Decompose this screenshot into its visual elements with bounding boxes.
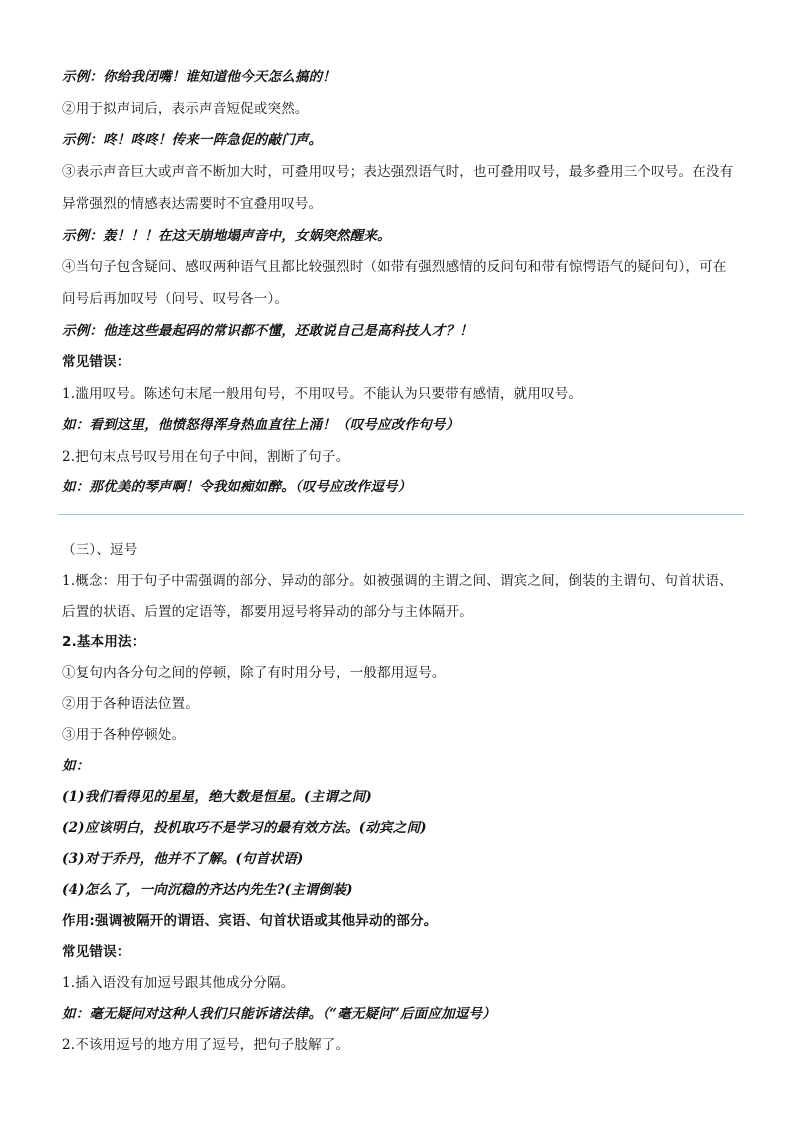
- usage-item: ①复句内各分句之间的停顿，除了有时用分号，一般都用逗号。: [62, 665, 446, 681]
- example-line: (4)怎么了，一向沉稳的齐达内先生?(主谓倒装): [62, 882, 353, 898]
- example-line: 示例：咚！咚咚！传来一阵急促的敲门声。: [62, 132, 323, 148]
- function-note: 作用:强调被隔开的谓语、宾语、句首状语或其他异动的部分。: [62, 913, 438, 929]
- example-line: (3)对于乔丹，他并不了解。(句首状语): [62, 851, 304, 867]
- example-line: 如：毫无疑问对这种人我们只能诉诸法律。（“毫无疑问”后面应加逗号）: [62, 1006, 496, 1022]
- usage-item: ②用于拟声词后，表示声音短促或突然。: [62, 101, 309, 117]
- example-line: (1)我们看得见的星星，绝大数是恒星。(主谓之间): [62, 789, 372, 805]
- usage-item: ③用于各种停顿处。: [62, 727, 186, 743]
- usage-item-continued: 异常强烈的情感表达需要时不宜叠用叹号。: [62, 196, 323, 212]
- example-heading: 如：: [62, 758, 90, 774]
- concept-paragraph-continued: 后置的状语、后置的定语等，都要用逗号将异动的部分与主体隔开。: [62, 604, 473, 620]
- section-divider: [58, 514, 744, 515]
- example-line: 示例：他连这些最起码的常识都不懂，还敢说自己是高科技人才？！: [62, 323, 473, 339]
- usage-item: ②用于各种语法位置。: [62, 696, 199, 712]
- usage-item-continued: 问号后再加叹号（问号、叹号各一）。: [62, 291, 289, 307]
- usage-item: ④当句子包含疑问、感叹两种语气且都比较强烈时（如带有强烈感情的反问句和带有惊愕语气的疑问句），可在: [62, 259, 727, 275]
- common-errors-heading: 常见错误：: [62, 354, 131, 370]
- example-line: 示例：你给我闭嘴！谁知道他今天怎么搞的！: [62, 69, 336, 85]
- section-heading: （三）、逗号: [62, 542, 138, 558]
- error-item: 2.不该用逗号的地方用了逗号，把句子肢解了。: [62, 1037, 350, 1053]
- error-item: 2.把句末点号叹号用在句子中间，割断了句子。: [62, 449, 350, 465]
- example-line: 如：看到这里，他愤怒得浑身热血直往上涌！（叹号应改作句号）: [62, 417, 460, 433]
- concept-paragraph: 1.概念：用于句子中需强调的部分、异动的部分。如被强调的主谓之间、谓宾之间，倒装的主谓句、句首状语、: [62, 573, 733, 589]
- example-line: 示例：轰！！！在这天崩地塌声音中，女娲突然醒来。: [62, 228, 391, 244]
- common-errors-heading: 常见错误：: [62, 944, 131, 960]
- basic-usage-heading: 2.基本用法：: [62, 634, 146, 650]
- usage-item: ③表示声音巨大或声音不断加大时，可叠用叹号；表达强烈语气时，也可叠用叹号，最多叠用三个叹号。在没有: [62, 164, 734, 180]
- example-line: 如：那优美的琴声啊！令我如痴如醉。（叹号应改作逗号）: [62, 479, 412, 495]
- error-item: 1.滥用叹号。陈述句末尾一般用句号，不用叹号。不能认为只要带有感情，就用叹号。: [62, 386, 583, 402]
- error-item: 1.插入语没有加逗号跟其他成分分隔。: [62, 975, 295, 991]
- example-line: (2)应该明白，投机取巧不是学习的最有效方法。(动宾之间): [62, 820, 427, 836]
